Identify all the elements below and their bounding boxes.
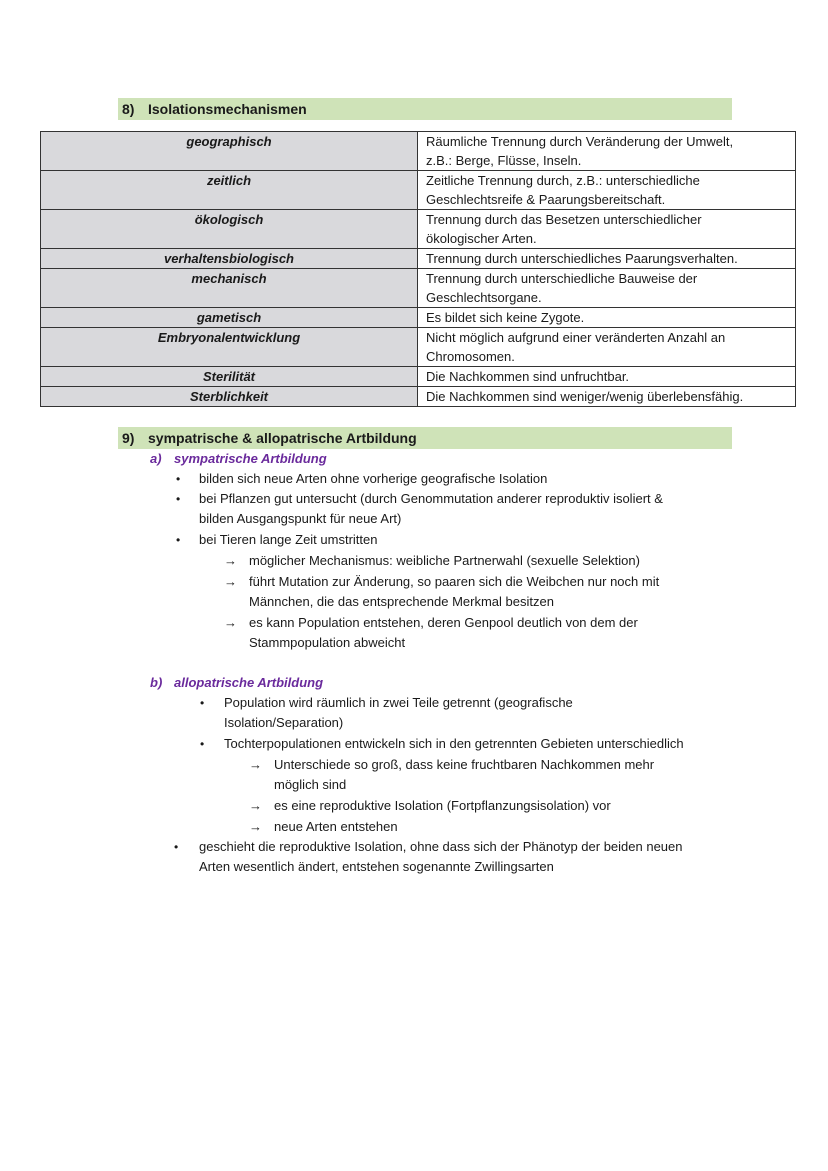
term-cell: ökologisch bbox=[41, 210, 418, 249]
desc-cell bbox=[418, 132, 796, 171]
subsection-label: b) bbox=[150, 675, 163, 690]
bullet-icon: • bbox=[200, 737, 205, 751]
text-line: möglicher Mechanismus: weibliche Partnerwahl (sexuelle Selektion) bbox=[249, 553, 640, 568]
term-cell: zeitlich bbox=[41, 171, 418, 210]
desc-cell bbox=[418, 249, 796, 269]
term-cell: mechanisch bbox=[41, 269, 418, 308]
term-cell: geographisch bbox=[41, 132, 418, 171]
table-row bbox=[41, 387, 796, 407]
bullet-icon: • bbox=[174, 840, 179, 854]
term-cell: Embryonalentwicklung bbox=[41, 328, 418, 367]
text-line: Stammpopulation abweicht bbox=[249, 635, 406, 650]
subsection-title: sympatrische Artbildung bbox=[174, 451, 327, 466]
arrow-icon: → bbox=[249, 819, 262, 834]
desc-line: Nicht möglich aufgrund einer veränderten Anzahl an bbox=[426, 330, 726, 345]
table-row bbox=[41, 249, 796, 269]
text-line: Unterschiede so groß, dass keine fruchtbaren Nachkommen mehr bbox=[274, 757, 655, 772]
desc-cell bbox=[418, 387, 796, 407]
text-line: bei Pflanzen gut untersucht (durch Genommutation anderer reproduktiv isoliert & bbox=[199, 491, 663, 506]
text-line: führt Mutation zur Änderung, so paaren sich die Weibchen nur noch mit bbox=[249, 574, 660, 589]
text-line: es eine reproduktive Isolation (Fortpflanzungsisolation) vor bbox=[274, 798, 611, 813]
arrow-icon: → bbox=[224, 574, 237, 589]
section-title: Isolationsmechanismen bbox=[148, 101, 307, 117]
table-row bbox=[41, 210, 796, 249]
term-cell: gametisch bbox=[41, 308, 418, 328]
text-line: Population wird räumlich in zwei Teile getrennt (geografische bbox=[224, 695, 573, 710]
text-line: neue Arten entstehen bbox=[274, 819, 398, 834]
text-line: Arten wesentlich ändert, entstehen sogenannte Zwillingsarten bbox=[199, 859, 554, 874]
text-line: möglich sind bbox=[274, 777, 347, 792]
text-line: Männchen, die das entsprechende Merkmal besitzen bbox=[249, 594, 554, 609]
table-row bbox=[41, 171, 796, 210]
desc-line: Chromosomen. bbox=[426, 349, 515, 364]
subsection-label: a) bbox=[150, 451, 162, 466]
text-line: bilden sich neue Arten ohne vorherige geografische Isolation bbox=[199, 471, 548, 486]
bullet-icon: • bbox=[176, 492, 181, 506]
text-line: Tochterpopulationen entwickeln sich in den getrennten Gebieten unterschiedlich bbox=[224, 736, 684, 751]
bullet-icon: • bbox=[200, 696, 205, 710]
arrow-icon: → bbox=[249, 757, 262, 772]
table-row bbox=[41, 269, 796, 308]
desc-cell bbox=[418, 210, 796, 249]
text-line: Isolation/Separation) bbox=[224, 715, 344, 730]
desc-line: Geschlechtsreife & Paarungsbereitschaft. bbox=[426, 192, 666, 207]
table-row bbox=[41, 132, 796, 171]
isolation-table bbox=[40, 131, 796, 407]
desc-line: Die Nachkommen sind unfruchtbar. bbox=[426, 369, 630, 384]
section-number: 9) bbox=[122, 430, 135, 446]
desc-cell bbox=[418, 367, 796, 387]
term-cell: verhaltensbiologisch bbox=[41, 249, 418, 269]
text-line: bilden Ausgangspunkt für neue Art) bbox=[199, 511, 402, 526]
term-cell: Sterilität bbox=[41, 367, 418, 387]
section-8-heading bbox=[118, 98, 732, 120]
term-cell: Sterblichkeit bbox=[41, 387, 418, 407]
table-row bbox=[41, 367, 796, 387]
bullet-icon: • bbox=[176, 472, 181, 486]
desc-line: Trennung durch das Besetzen unterschiedlicher bbox=[426, 212, 702, 227]
arrow-icon: → bbox=[224, 553, 237, 568]
subsection-title: allopatrische Artbildung bbox=[174, 675, 324, 690]
desc-cell bbox=[418, 308, 796, 328]
table-row bbox=[41, 308, 796, 328]
bullet-icon: • bbox=[176, 533, 181, 547]
desc-line: ökologischer Arten. bbox=[426, 231, 537, 246]
section-9-heading bbox=[118, 427, 732, 449]
arrow-icon: → bbox=[224, 615, 237, 630]
desc-line: Trennung durch unterschiedliche Bauweise der bbox=[426, 271, 698, 286]
desc-line: Räumliche Trennung durch Veränderung der Umwelt, bbox=[426, 134, 734, 149]
desc-cell bbox=[418, 171, 796, 210]
desc-cell bbox=[418, 328, 796, 367]
text-line: es kann Population entstehen, deren Genpool deutlich von dem der bbox=[249, 615, 638, 630]
desc-line: Die Nachkommen sind weniger/wenig überlebensfähig. bbox=[426, 389, 744, 404]
table-row bbox=[41, 328, 796, 367]
section-number: 8) bbox=[122, 101, 135, 117]
desc-cell bbox=[418, 269, 796, 308]
subsection-a-heading bbox=[150, 451, 327, 466]
desc-line: Trennung durch unterschiedliches Paarungsverhalten. bbox=[426, 251, 738, 266]
arrow-icon: → bbox=[249, 798, 262, 813]
desc-line: z.B.: Berge, Flüsse, Inseln. bbox=[426, 153, 582, 168]
desc-line: Zeitliche Trennung durch, z.B.: unterschiedliche bbox=[426, 173, 700, 188]
text-line: geschieht die reproduktive Isolation, ohne dass sich der Phänotyp der beiden neuen bbox=[199, 839, 683, 854]
desc-line: Es bildet sich keine Zygote. bbox=[426, 310, 585, 325]
desc-line: Geschlechtsorgane. bbox=[426, 290, 542, 305]
text-line: bei Tieren lange Zeit umstritten bbox=[199, 532, 378, 547]
subsection-b-heading bbox=[150, 675, 323, 690]
section-title: sympatrische & allopatrische Artbildung bbox=[148, 430, 417, 446]
